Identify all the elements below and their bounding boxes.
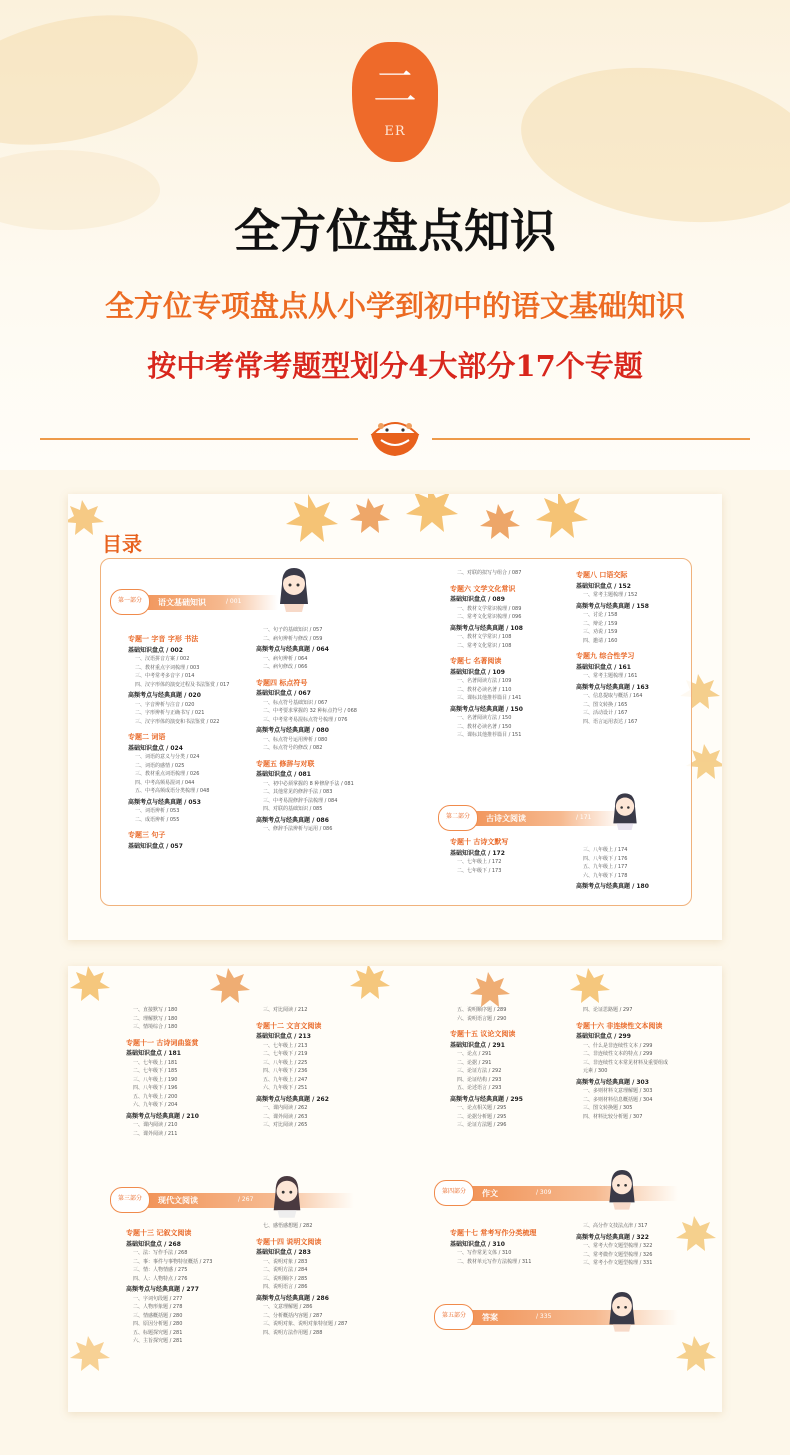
- toc-entry: 二、中考要求掌握的 32 种标点符号 / 068: [263, 708, 357, 714]
- toc-page-2: [68, 966, 722, 1412]
- toc-entry: 一、常考主题梳理 / 152: [583, 592, 638, 598]
- section-heading: 基础知识盘点 / 291: [450, 1041, 505, 1049]
- toc-entry: 三、中考常考易混标点符号梳理 / 076: [263, 716, 348, 723]
- toc-entry: 一、汉语拼音方案 / 002: [135, 656, 190, 662]
- toc-column-2: [256, 626, 386, 834]
- toc-column-4b: [576, 1222, 688, 1268]
- toc-title: 目录: [102, 532, 142, 556]
- toc-entry: 四、中考高频易混词 / 044: [135, 779, 195, 786]
- toc-entry: 一、修辞手法辨析与运用 / 086: [263, 826, 333, 832]
- part-label: 语文基础知识: [158, 598, 206, 607]
- topic-heading: 专题二 词语: [128, 733, 166, 741]
- ink-wash: [0, 0, 210, 166]
- toc-entry: 五、九年级上 / 247: [263, 1076, 308, 1083]
- badge-character: 二: [373, 62, 417, 113]
- toc-entry: 二、说明方法 / 284: [263, 1267, 308, 1273]
- toc-entry: 一、七年级上 / 181: [133, 1059, 178, 1066]
- toc-entry: 二、图文转换 / 165: [583, 701, 628, 708]
- section-heading: 高频考点与经典真题 / 053: [128, 798, 201, 806]
- badge-pinyin: ER: [384, 124, 406, 139]
- part-badge: 第二部分: [438, 805, 478, 831]
- toc-entry: 二、七年级下 / 185: [133, 1068, 178, 1074]
- section-heading: 基础知识盘点 / 081: [256, 771, 311, 778]
- topic-heading: 专题十五 议论文阅读: [450, 1030, 516, 1038]
- section-heading: 高频考点与经典真题 / 262: [256, 1095, 329, 1103]
- part-badge: 第五部分: [434, 1304, 474, 1330]
- section-heading: 基础知识盘点 / 268: [126, 1240, 181, 1248]
- topic-heading: 专题十二 文言文阅读: [256, 1021, 322, 1030]
- part-banner-4: [442, 1186, 678, 1201]
- toc-entry: 二、事：事件与事物特征概括 / 273: [133, 1258, 213, 1265]
- toc-entry: 三、中考常考多音字 / 014: [135, 673, 195, 679]
- toc-entry: 二、病句辨析与修改 / 059: [263, 635, 323, 642]
- toc-entry: 二、多则材料信息概括题 / 304: [583, 1096, 653, 1103]
- toc-entry: 四、八年级下 / 236: [263, 1068, 308, 1074]
- toc-entry: 四、语言运用表达 / 167: [583, 718, 638, 725]
- toc-entry: 二、教材重点字词梳理 / 003: [135, 664, 200, 671]
- toc-entry: 二、非连续性文本的特点 / 299: [583, 1051, 653, 1057]
- toc-entry: 一、法：写作手法 / 268: [133, 1250, 188, 1256]
- section-heading: 高频考点与经典真题 / 286: [256, 1294, 329, 1302]
- hero-section: [0, 0, 790, 470]
- toc-entry: 三、教材重点词语梳理 / 026: [135, 771, 200, 777]
- section-heading: 基础知识盘点 / 152: [576, 582, 631, 590]
- toc-entry: 四、原因分析题 / 280: [133, 1321, 183, 1327]
- part-badge: 第三部分: [110, 1187, 150, 1213]
- toc-entry: 三、非连续性文本常见材料及重要组成: [583, 1059, 669, 1066]
- section-heading: 基础知识盘点 / 181: [126, 1050, 181, 1057]
- toc-entry: 三、论证方法 / 292: [457, 1068, 502, 1074]
- toc-entry: 一、标点符号运用辨析 / 080: [263, 736, 328, 743]
- toc-column-1: [126, 1006, 256, 1138]
- toc-column-4b: [576, 846, 688, 892]
- toc-entry: 一、名著阅读方法 / 109: [457, 678, 512, 684]
- topic-heading: 专题十七 常考写作分类梳理: [450, 1229, 537, 1237]
- toc-entry: 一、标点符号基础知识 / 067: [263, 699, 328, 706]
- part-badge: 第一部分: [110, 589, 150, 615]
- toc-entry: 六、九年级下 / 178: [583, 872, 628, 879]
- toc-entry: 三、对比阅读 / 212: [263, 1007, 308, 1013]
- toc-entry: 五、论述语言 / 293: [457, 1085, 502, 1091]
- toc-entry: 一、什么是非连续性文本 / 299: [583, 1042, 653, 1049]
- toc-column-1: [128, 628, 258, 851]
- toc-entry: 五、九年级上 / 177: [583, 864, 628, 870]
- toc-entry: 一、教材文学常识 / 108: [457, 634, 512, 640]
- section-heading: 高频考点与经典真题 / 180: [576, 883, 649, 890]
- toc-entry: 三、常考小作文题型梳理 / 331: [583, 1260, 653, 1266]
- toc-entry: 六、说明语言题 / 290: [457, 1015, 507, 1022]
- toc-entry: 二、理解默写 / 180: [133, 1015, 178, 1022]
- subtitle-red: 按中考常考题型划分4大部分17个专题: [147, 349, 643, 383]
- toc-column-3b: [450, 1222, 570, 1266]
- toc-entry: 四、论证结构 / 293: [457, 1076, 502, 1083]
- toc-entry: 二、教材必读名著 / 150: [457, 723, 512, 730]
- topic-heading: 专题十三 记叙文阅读: [126, 1229, 192, 1237]
- toc-entry: 二、常考文化常识 / 108: [457, 642, 512, 649]
- section-heading: 基础知识盘点 / 067: [256, 690, 311, 697]
- section-heading: 高频考点与经典真题 / 277: [126, 1286, 199, 1293]
- toc-entry: 六、九年级下 / 251: [263, 1085, 308, 1091]
- part-banner-5: [442, 1310, 678, 1325]
- toc-entry: 三、说明对象、说明对象特征题 / 287: [263, 1321, 348, 1327]
- part-label: 现代文阅读: [158, 1196, 198, 1205]
- section-heading: 高频考点与经典真题 / 163: [576, 683, 649, 691]
- toc-entry: 一、课内阅读 / 262: [263, 1105, 308, 1111]
- toc-entry: 三、八年级上 / 174: [583, 847, 628, 853]
- toc-entry: 一、名著阅读方法 / 150: [457, 715, 512, 721]
- toc-entry: 一、课内阅读 / 210: [133, 1122, 178, 1128]
- toc-entry: 二、人物形象题 / 278: [133, 1304, 183, 1310]
- toc-entry: 二、七年级下 / 219: [263, 1051, 308, 1057]
- toc-entry: 一、初中必须掌握的 8 种修辞手法 / 081: [263, 780, 354, 787]
- toc-entry: 四、汉字形体的演变过程及书法鉴赏 / 017: [135, 681, 230, 688]
- toc-entry: 二、论据分析题 / 295: [457, 1113, 507, 1120]
- toc-entry: 四、论证思路题 / 297: [583, 1007, 633, 1013]
- toc-entry: 四、八年级下 / 176: [583, 855, 628, 862]
- section-heading: 基础知识盘点 / 310: [450, 1240, 505, 1248]
- section-heading: 高频考点与经典真题 / 158: [576, 602, 649, 610]
- toc-entry: 二、病句修改 / 066: [263, 664, 308, 670]
- part-banner-2: [446, 811, 622, 826]
- toc-entry: 二、常考文化常识梳理 / 096: [457, 614, 522, 620]
- chibi-character-icon: [274, 564, 314, 612]
- toc-entry: 一、词语辨析 / 053: [135, 808, 180, 814]
- toc-entry: 一、字词句段题 / 277: [133, 1295, 183, 1302]
- chibi-character-icon: [604, 1166, 640, 1210]
- toc-entry: 二、字形辨析与正确书写 / 021: [135, 710, 205, 716]
- toc-entry: 三、汉字形体的演变和书法鉴赏 / 022: [135, 718, 220, 725]
- toc-column-2: [256, 1006, 386, 1130]
- topic-heading: 专题八 口语交际: [576, 571, 628, 579]
- toc-entry: 一、句子的基础知识 / 057: [263, 627, 323, 633]
- toc-entry: 五、中考高频成语分类梳理 / 048: [135, 788, 210, 794]
- section-heading: 基础知识盘点 / 024: [128, 744, 183, 752]
- toc-entry: 三、情境综合 / 180: [133, 1024, 178, 1030]
- toc-entry: 五、说明顺序题 / 289: [457, 1007, 507, 1013]
- toc-entry: 二、课外阅读 / 211: [133, 1130, 178, 1137]
- part-page: / 335: [536, 1313, 552, 1320]
- toc-entry: 二、词语的感情 / 025: [135, 762, 185, 769]
- topic-heading: 专题九 综合性学习: [576, 652, 635, 660]
- part-badge: 第四部分: [434, 1180, 474, 1206]
- toc-entry: 一、字音辨析与注音 / 020: [135, 701, 195, 708]
- section-heading: 基础知识盘点 / 172: [450, 849, 505, 857]
- toc-entry: 三、八年级上 / 225: [263, 1059, 308, 1066]
- section-heading: 高频考点与经典真题 / 322: [576, 1233, 649, 1241]
- toc-entry: 二、课外阅读 / 263: [263, 1113, 308, 1120]
- topic-heading: 专题六 文学文化常识: [450, 584, 516, 593]
- toc-entry: 六、主旨探究题 / 281: [133, 1338, 183, 1344]
- toc-entry: 三、中考易混修辞手法梳理 / 084: [263, 797, 338, 804]
- section-heading: 高频考点与经典真题 / 303: [576, 1078, 649, 1086]
- section-heading: 高频考点与经典真题 / 064: [256, 646, 329, 653]
- maple-leaves-top: [278, 494, 638, 554]
- chibi-character-icon: [608, 790, 642, 830]
- subtitle-orange: 全方位专项盘点从小学到初中的语文基础知识: [104, 289, 685, 323]
- toc-entry: 一、多则材料文意理解题 / 303: [583, 1088, 653, 1094]
- section-heading: 基础知识盘点 / 213: [256, 1033, 311, 1040]
- toc-entry: 一、文意理解题 / 286: [263, 1304, 313, 1310]
- toc-entry: 四、对联的基础知识 / 085: [263, 806, 323, 812]
- toc-entry: 三、情：人物情感 / 275: [133, 1267, 188, 1273]
- toc-entry: 四、说明语言 / 286: [263, 1284, 308, 1290]
- section-heading: 基础知识盘点 / 283: [256, 1249, 311, 1256]
- toc-entry: 四、人：人物特点 / 276: [133, 1275, 188, 1282]
- toc-entry: 一、写作常见文体 / 310: [457, 1250, 512, 1256]
- topic-heading: 专题七 名著阅读: [450, 657, 502, 665]
- toc-entry: 二、对联的拟写与组合 / 087: [457, 570, 522, 576]
- toc-entry: 一、常考大作文题型梳理 / 322: [583, 1243, 653, 1249]
- toc-entry: 四、邀请 / 160: [583, 637, 618, 644]
- chibi-character-icon: [604, 1288, 640, 1332]
- toc-entry: 一、七年级上 / 213: [263, 1042, 308, 1049]
- toc-entry: 二、其他常见的修辞手法 / 083: [263, 789, 333, 795]
- section-heading: 高频考点与经典真题 / 150: [450, 705, 523, 713]
- section-heading: 基础知识盘点 / 109: [450, 668, 505, 676]
- topic-heading: 专题十四 说明文阅读: [256, 1237, 322, 1246]
- part-banner-1: [118, 595, 278, 610]
- toc-entry: 元素 / 300: [583, 1068, 608, 1074]
- toc-entry: 四、材料比较分析题 / 307: [583, 1113, 643, 1120]
- section-heading: 高频考点与经典真题 / 210: [126, 1112, 199, 1120]
- toc-entry: 一、教材文学常识梳理 / 089: [457, 605, 522, 612]
- section-heading: 基础知识盘点 / 089: [450, 596, 505, 603]
- toc-entry: 二、标点符号的修改 / 082: [263, 745, 323, 751]
- toc-entry: 三、对比阅读 / 265: [263, 1122, 308, 1128]
- section-heading: 基础知识盘点 / 002: [128, 646, 183, 654]
- section-heading: 高频考点与经典真题 / 020: [128, 692, 201, 699]
- toc-entry: 二、七年级下 / 173: [457, 867, 502, 874]
- chapter-badge: [352, 42, 438, 162]
- toc-page-1: [68, 494, 722, 940]
- toc-entry: 三、劝说 / 159: [583, 629, 618, 635]
- topic-heading: 专题四 标点符号: [256, 678, 308, 687]
- toc-column-1b: [126, 1222, 256, 1346]
- topic-heading: 专题十 古诗文默写: [450, 838, 509, 846]
- section-heading: 基础知识盘点 / 057: [128, 842, 183, 850]
- toc-entry: 三、情感概括题 / 280: [133, 1312, 183, 1319]
- topic-heading: 专题三 句子: [128, 831, 166, 839]
- bowl-mascot-icon: [367, 410, 423, 462]
- main-title: 全方位盘点知识: [234, 204, 556, 258]
- toc-entry: 三、课标其他推荐篇目 / 151: [457, 732, 522, 738]
- toc-entry: 一、论点相关题 / 295: [457, 1105, 507, 1111]
- toc-entry: 二、教材单元写作方法梳理 / 311: [457, 1258, 532, 1265]
- topic-heading: 专题十一 古诗词曲鉴赏: [126, 1038, 199, 1047]
- toc-column-3b: [450, 831, 570, 875]
- part-page: / 267: [238, 1196, 254, 1203]
- part-page: / 001: [226, 598, 242, 605]
- divider-left: [40, 438, 358, 440]
- toc-entry: 一、讨论 / 158: [583, 612, 618, 618]
- toc-entry: 七、感悟感想题 / 282: [263, 1223, 313, 1229]
- part-label: 答案: [482, 1313, 498, 1322]
- part-page: / 309: [536, 1189, 552, 1196]
- toc-entry: 二、辩论 / 159: [583, 620, 618, 627]
- toc-entry: 三、八年级上 / 190: [133, 1076, 178, 1083]
- toc-entry: 三、活动设计 / 167: [583, 710, 628, 716]
- toc-entry: 三、高分作文技法点津 / 317: [583, 1223, 648, 1229]
- toc-entry: 一、直接默写 / 180: [133, 1007, 178, 1013]
- toc-entry: 三、图文转换题 / 305: [583, 1105, 633, 1111]
- part-label: 作文: [482, 1189, 498, 1198]
- toc-entry: 四、八年级下 / 196: [133, 1085, 178, 1091]
- toc-column-2b: [256, 1222, 386, 1337]
- divider-right: [432, 438, 750, 440]
- toc-column-3: [450, 1006, 570, 1130]
- part-label: 古诗文阅读: [486, 814, 526, 823]
- toc-entry: 一、常考主题梳理 / 161: [583, 673, 638, 679]
- topic-heading: 专题五 修辞与对联: [256, 759, 315, 768]
- toc-entry: 二、成语辨析 / 055: [135, 816, 180, 823]
- toc-entry: 一、论点 / 291: [457, 1051, 492, 1057]
- toc-column-3: [450, 569, 570, 740]
- toc-entry: 一、病句辨析 / 064: [263, 655, 308, 662]
- section-heading: 基础知识盘点 / 161: [576, 663, 631, 671]
- toc-entry: 一、信息提取与概括 / 164: [583, 693, 643, 699]
- toc-entry: 二、论据 / 291: [457, 1059, 492, 1066]
- toc-entry: 一、说明对象 / 283: [263, 1258, 308, 1265]
- toc-entry: 二、分析概括内容题 / 287: [263, 1312, 323, 1319]
- toc-entry: 五、标题探究题 / 281: [133, 1329, 183, 1336]
- section-heading: 基础知识盘点 / 299: [576, 1033, 631, 1040]
- part-banner-3: [118, 1193, 354, 1208]
- section-heading: 高频考点与经典真题 / 080: [256, 727, 329, 734]
- toc-column-4: [576, 1006, 688, 1121]
- section-heading: 高频考点与经典真题 / 086: [256, 816, 329, 824]
- toc-entry: 一、词语的意义与分类 / 024: [135, 754, 200, 760]
- section-heading: 高频考点与经典真题 / 108: [450, 624, 523, 632]
- part-page: / 171: [576, 814, 592, 821]
- toc-column-4: [576, 564, 688, 726]
- toc-entry: 四、说明方法作用题 / 288: [263, 1329, 323, 1336]
- toc-entry: 五、九年级上 / 200: [133, 1093, 178, 1100]
- chibi-character-icon: [268, 1172, 306, 1218]
- section-heading: 高频考点与经典真题 / 295: [450, 1095, 523, 1103]
- toc-entry: 三、论证方法题 / 296: [457, 1122, 507, 1128]
- toc-entry: 二、教材必读名著 / 110: [457, 686, 512, 693]
- maple-leaf-corner: [68, 1326, 124, 1406]
- toc-entry: 三、课标其他推荐篇目 / 141: [457, 695, 522, 701]
- topic-heading: 专题一 字音 字形 书法: [128, 635, 199, 643]
- toc-entry: 二、常考微作文题型梳理 / 326: [583, 1251, 653, 1258]
- toc-entry: 一、七年级上 / 172: [457, 859, 502, 865]
- toc-entry: 六、九年级下 / 204: [133, 1102, 178, 1108]
- toc-entry: 三、说明顺序 / 285: [263, 1275, 308, 1282]
- topic-heading: 专题十六 非连续性文本阅读: [576, 1021, 663, 1030]
